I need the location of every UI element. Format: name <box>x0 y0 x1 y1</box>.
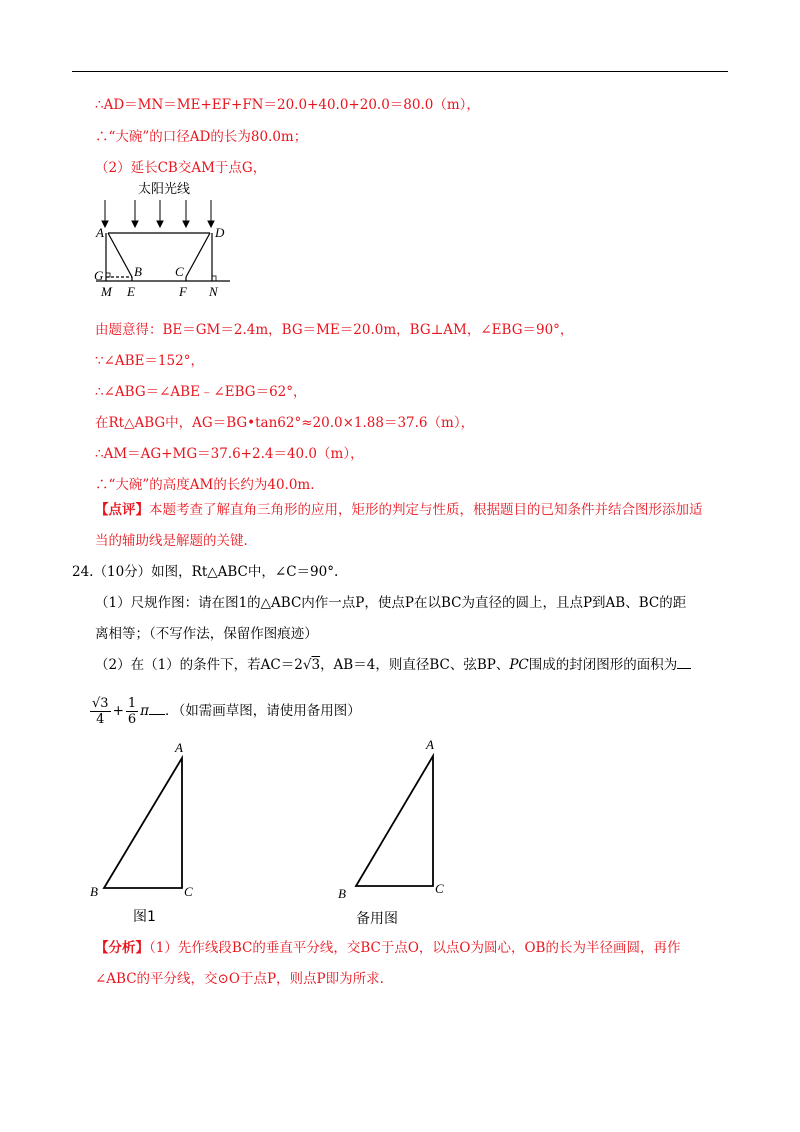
solution-line-2: ∴“大碗”的口径AD的长为80.0m； <box>95 129 308 145</box>
analysis-line-1 <box>95 938 680 958</box>
sqrt-radicand: 3 <box>311 657 321 673</box>
answer-blank-end <box>149 714 165 715</box>
answer-blank <box>677 668 691 669</box>
svg-text:C: C <box>175 264 184 279</box>
svg-text:A: A <box>175 740 183 755</box>
answer-fraction-2: $\frac{1}{6}$ <box>127 696 137 727</box>
svg-text:M: M <box>101 284 112 299</box>
comment-line-1 <box>95 500 703 520</box>
question-24-header <box>72 562 338 582</box>
comment-tag: 【点评】 <box>95 502 149 518</box>
analysis-text-1: （1）先作线段BC的垂直平分线，交BC于点O，以点O为圆心，OB的长为半径画圆，再作 <box>149 940 681 956</box>
solution-line-7: 在Rt△ABG中，AG＝BG•tan62°≈20.0×1.88＝37.6（m）， <box>95 415 475 431</box>
solution-line-5: ∵∠ABE＝152°， <box>95 353 204 369</box>
solution-line-9: ∴“大碗”的高度AM的长约为40.0m. <box>95 477 315 493</box>
triangle-figure-1 <box>84 738 204 902</box>
question-part2-line1: （2）在（1）的条件下，若AC＝2√3，AB＝4，则直径BC、弦BP、PC围成的封闭图形的面积为 <box>95 655 691 675</box>
analysis-line-2: ∠ABC的平分线，交⊙O于点P，则点P即为所求. <box>95 971 384 987</box>
sqrt-sign: √ <box>302 657 312 673</box>
question-header: （10分）如图，Rt△ABC中，∠C＝90°. <box>93 564 339 580</box>
figure-1-caption: 图1 <box>133 909 156 925</box>
svg-text:G: G <box>94 268 104 283</box>
analysis-tag: 【分析】 <box>95 940 149 956</box>
svg-text:C: C <box>184 884 193 899</box>
bowl-diagram <box>88 180 238 302</box>
answer-fraction-1: $\frac{√3}{4}$ <box>92 696 109 727</box>
svg-text:A: A <box>96 225 104 240</box>
solution-line-6: ∴∠ABG＝∠ABE﹣∠EBG＝62°， <box>95 384 307 400</box>
arc-pc: PC <box>509 657 529 673</box>
question-part1-line1: （1）尺规作图：请在图1的△ABC内作一点P，使点P在以BC为直径的圆上，且点P到AB、BC的距 <box>95 595 687 611</box>
svg-text:N: N <box>209 284 218 299</box>
svg-text:A: A <box>426 737 434 752</box>
svg-text:B: B <box>90 884 98 899</box>
solution-line-4: 由题意得：BE＝GM＝2.4m，BG＝ME＝20.0m，BG⊥AM，∠EBG＝90°， <box>95 322 574 338</box>
svg-text:D: D <box>215 225 225 240</box>
solution-line-8: ∴AM＝AG+MG＝37.6+2.4＝40.0（m）， <box>95 446 364 462</box>
triangle-figure-spare <box>336 734 456 900</box>
header-rule <box>72 71 728 72</box>
question-part1-line2: 离相等；（不写作法，保留作图痕迹） <box>95 626 318 642</box>
sunlight-label: 太阳光线 <box>138 181 191 196</box>
figure-spare-caption: 备用图 <box>356 911 398 927</box>
solution-line-3: （2）延长CB交AM于点G， <box>95 160 267 176</box>
comment-text-1: 本题考查了解直角三角形的应用，矩形的判定与性质，根据题目的已知条件并结合图形添加适 <box>149 502 703 518</box>
svg-text:C: C <box>435 881 444 896</box>
svg-text:B: B <box>338 886 346 900</box>
svg-text:E: E <box>127 284 135 299</box>
question-number: 24. <box>72 564 94 580</box>
svg-text:F: F <box>179 284 187 299</box>
svg-text:B: B <box>134 264 142 279</box>
solution-line-1: ∴AD＝MN＝ME+EF+FN＝20.0+40.0+20.0＝80.0（m）， <box>95 97 480 113</box>
question-part2-line2: $\frac{√3}{4}$ + $\frac{1}{6}$ π ．（如需画草图，请使用备用图） <box>92 696 361 727</box>
comment-line-2: 当的辅助线是解题的关键. <box>95 533 248 549</box>
